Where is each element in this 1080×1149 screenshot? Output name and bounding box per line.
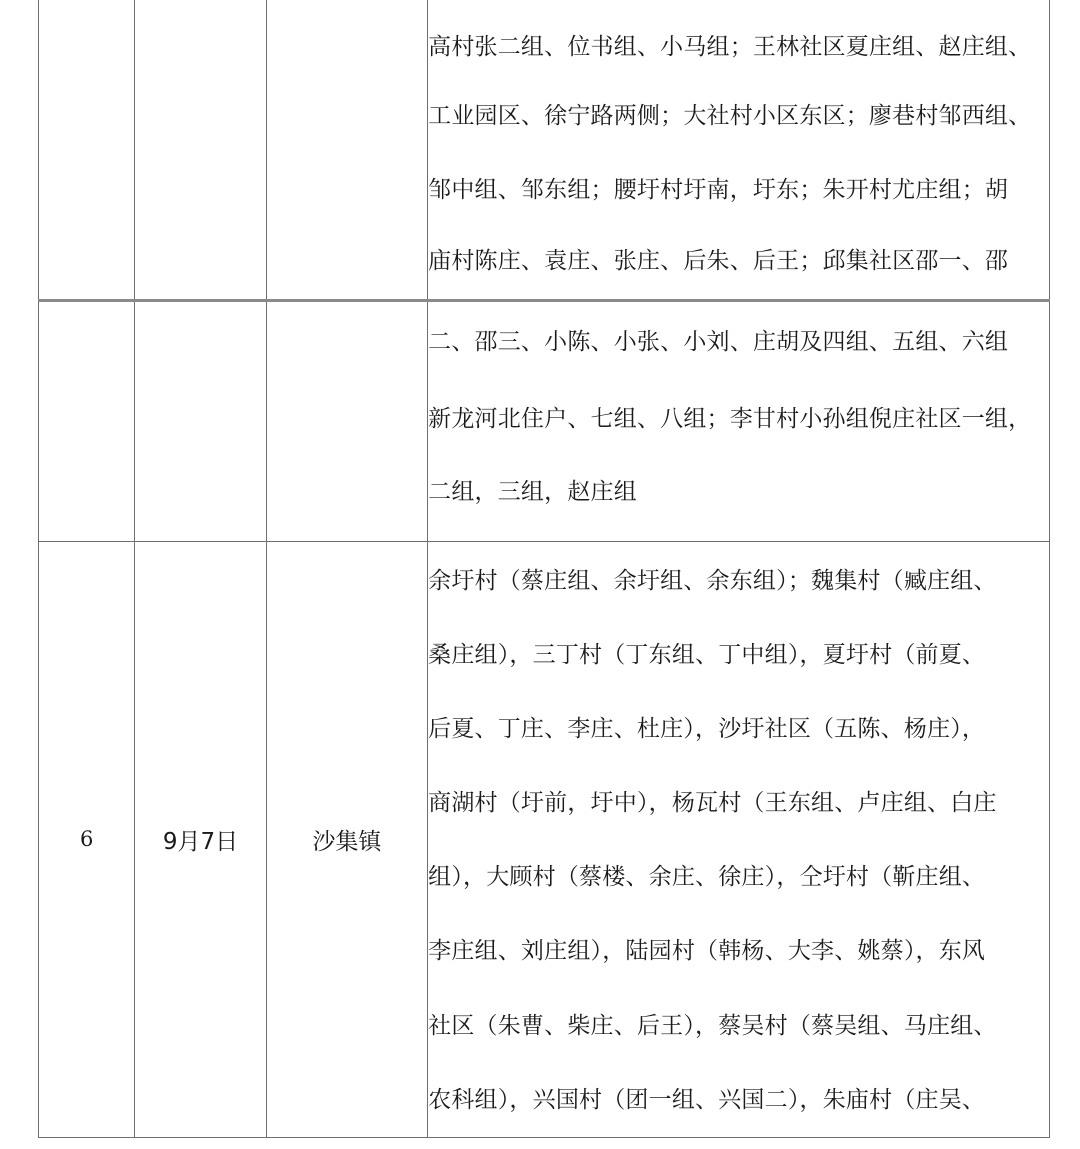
town-cell [266,0,427,301]
table-row [39,0,1050,301]
areas-line: 社区（朱曹、柴庄、后王），蔡吴村（蔡吴组、马庄组、 [428,1012,997,1039]
areas-line: 邹中组、邹东组；腰圩村圩南，圩东；朱开村尤庄组；胡 [428,177,1009,204]
areas-line: 高村张二组、位书组、小马组；王林社区夏庄组、赵庄组、 [428,34,1032,60]
table-row [39,301,1050,541]
date-cell [135,0,266,301]
areas-line: 二组，三组，赵庄组 [428,478,637,505]
town-cell [266,301,427,541]
areas-line: 庙村陈庄、袁庄、张庄、后朱、后王；邱集社区邵一、邵 [428,248,1009,275]
areas-line: 新龙河北住户、七组、八组；李甘村小孙组倪庄社区一组， [428,406,1032,433]
index-cell: 6 [39,541,135,1137]
areas-line: 商湖村（圩前，圩中），杨瓦村（王东组、卢庄组、白庄 [428,789,997,816]
town-cell: 沙集镇 [266,541,427,1137]
areas-line: 组），大顾村（蔡楼、余庄、徐庄），仝圩村（靳庄组、 [428,864,986,891]
areas-line: 二、邵三、小陈、小张、小刘、庄胡及四组、五组、六组 [428,329,1009,356]
schedule-table [38,0,1050,1138]
areas-cell [428,0,1050,301]
areas-cell [428,301,1050,541]
areas-line: 李庄组、刘庄组），陆园村（韩杨、大李、姚蔡），东风 [428,938,986,965]
areas-line: 工业园区、徐宁路两侧；大社村小区东区；廖巷村邹西组、 [428,103,1032,129]
areas-line: 桑庄组），三丁村（丁东组、丁中组），夏圩村（前夏、 [428,641,986,668]
index-cell [39,301,135,541]
areas-cell [428,541,1050,1137]
areas-line: 余圩村（蔡庄组、余圩组、余东组）；魏集村（臧庄组、 [428,567,997,594]
table-row [39,541,1050,1137]
index-cell [39,0,135,301]
areas-line: 农科组），兴国村（团一组、兴国二），朱庙村（庄吴、 [428,1086,986,1113]
areas-line: 后夏、丁庄、李庄、杜庄），沙圩社区（五陈、杨庄）， [428,715,986,742]
date-cell [135,301,266,541]
date-cell: 9月7日 [135,541,266,1137]
